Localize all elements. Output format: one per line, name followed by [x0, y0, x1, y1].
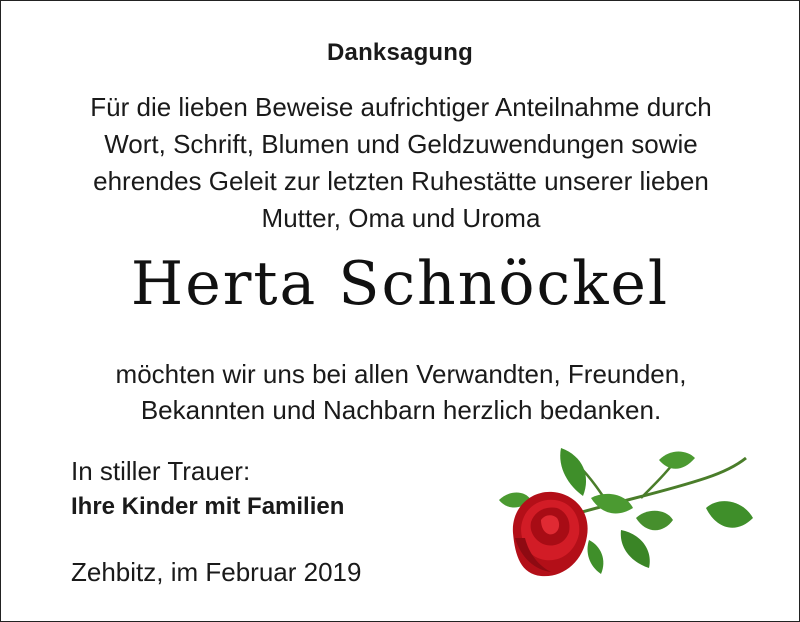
leaf	[560, 448, 586, 496]
leaf	[659, 452, 695, 469]
thanks-text	[41, 356, 761, 428]
thanks-line: Bekannten und Nachbarn herzlich bedanken.	[140, 395, 662, 425]
deceased-name: Herta Schnöckel	[130, 249, 670, 319]
intro-line: ehrendes Geleit zur letzten Ruhestätte unserer lieben	[93, 166, 709, 196]
rose-image	[491, 438, 761, 588]
intro-line: Mutter, Oma und Uroma	[261, 203, 541, 233]
leaf	[621, 530, 650, 568]
intro-line: Für die lieben Beweise aufrichtiger Anteilnahme durch	[90, 92, 712, 122]
intro-line: Wort, Schrift, Blumen und Geldzuwendungen sowie	[104, 129, 698, 159]
thanks-line: möchten wir uns bei allen Verwandten, Freunden,	[115, 359, 687, 389]
mourners: Ihre Kinder mit Familien	[71, 493, 345, 520]
leaf	[588, 540, 604, 574]
leaf	[591, 494, 633, 514]
intro-text	[41, 89, 761, 237]
leaf	[636, 511, 673, 531]
mourning-label: In stiller Trauer:	[71, 456, 251, 486]
leaf	[706, 501, 753, 528]
heading: Danksagung	[326, 39, 474, 66]
place-date: Zehbitz, im Februar 2019	[71, 557, 362, 587]
